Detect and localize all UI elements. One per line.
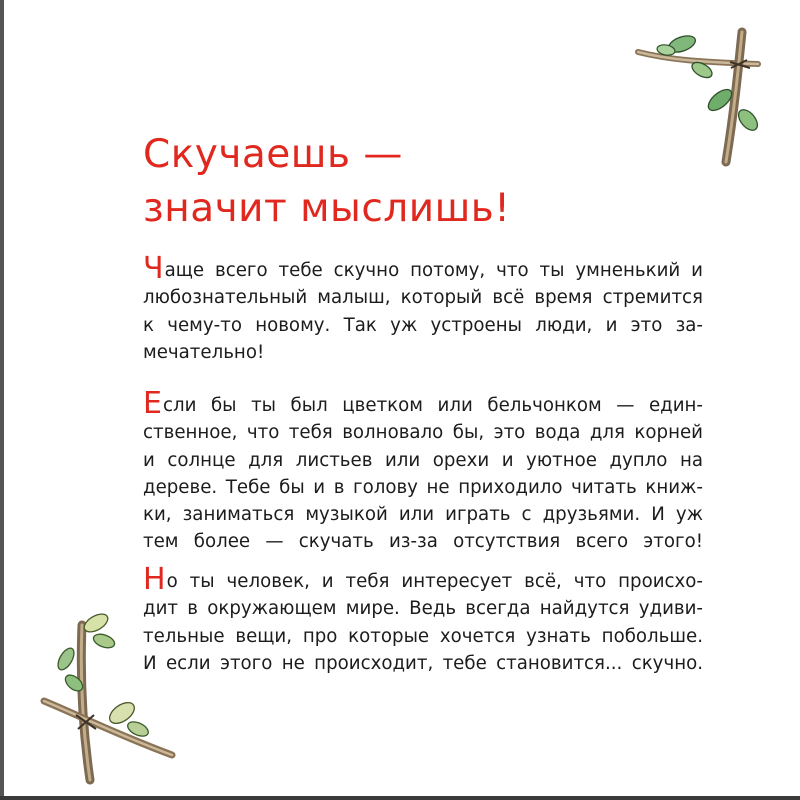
paragraph-line: о ты человек, и тебя интересует всё, что происхо- bbox=[166, 571, 703, 592]
page-title bbox=[143, 128, 663, 236]
paragraph-line: любознательный малыш, который всё время стремится bbox=[143, 287, 703, 309]
paragraph-line: тельные вещи, про которые хочется узнать побольше. bbox=[143, 625, 703, 647]
drop-cap: Е bbox=[143, 386, 162, 421]
drop-cap: Н bbox=[143, 562, 166, 597]
paragraph-line: к чему-то новому. Так уж устроены люди, и это за- bbox=[143, 314, 703, 336]
paragraph-2 bbox=[143, 386, 703, 556]
paragraph-1 bbox=[143, 251, 703, 366]
page-left-edge bbox=[0, 0, 4, 800]
paragraph-3 bbox=[143, 562, 703, 677]
paragraph-line: И если этого не происходит, тебе становится... скучно. bbox=[143, 652, 703, 674]
paragraph-line: дереве. Тебе бы и в голову не приходило читать книж- bbox=[143, 476, 703, 498]
title-line-1: Скучаешь — bbox=[143, 132, 403, 177]
paragraph-line: ственное, что тебя волновало бы, это вода для корней bbox=[143, 422, 703, 444]
paragraph-line: дит в окружающем мире. Ведь всегда найдутся удиви- bbox=[143, 598, 703, 620]
drop-cap: Ч bbox=[143, 251, 164, 286]
paragraph-line: тем более — скучать из-за отсутствия всего этого! bbox=[143, 531, 703, 553]
twig-branch-bottom-left bbox=[38, 605, 178, 785]
paragraph-line: сли бы ты был цветком или бельчонком — един- bbox=[162, 395, 703, 416]
paragraph-line: мечательно! bbox=[143, 341, 265, 363]
title-line-2: значит мыслишь! bbox=[143, 186, 511, 231]
paragraph-line: и солнце для листьев или орехи и уютное дупло на bbox=[143, 449, 703, 471]
paragraph-line: аще всего тебе скучно потому, что ты умненький и bbox=[164, 260, 703, 281]
paragraph-line: ки, заниматься музыкой или играть с друзьями. И уж bbox=[143, 504, 703, 526]
page-bottom-edge bbox=[0, 796, 800, 800]
